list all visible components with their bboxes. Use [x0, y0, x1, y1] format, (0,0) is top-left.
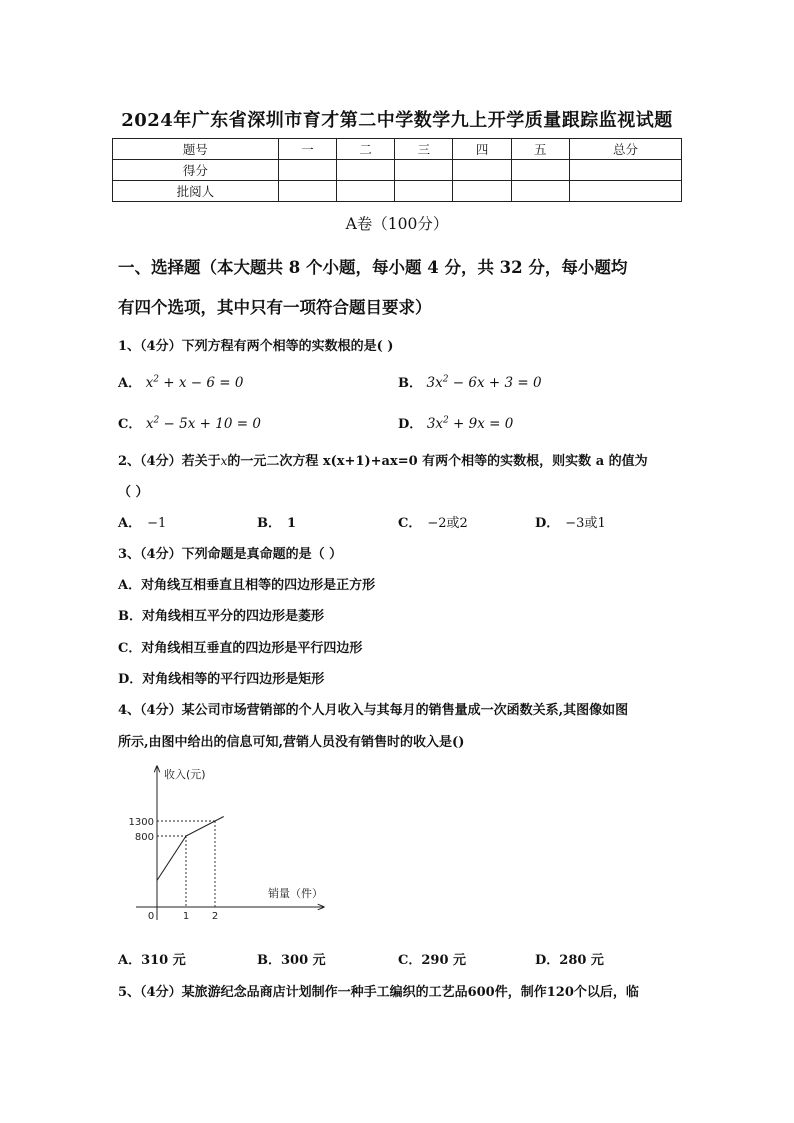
income-chart	[120, 760, 340, 925]
q4-option-c: C．290 元	[398, 953, 467, 968]
table-row-label: 批阅人	[113, 181, 279, 202]
q1-option-d	[398, 413, 513, 432]
table-cell	[569, 160, 681, 181]
table-header-cell: 四	[453, 139, 511, 160]
table-header-cell: 二	[337, 139, 395, 160]
q2-stem	[118, 450, 648, 469]
score-table	[112, 138, 682, 202]
table-header-cell: 五	[511, 139, 569, 160]
table-cell	[278, 160, 336, 181]
option-label: B．	[257, 516, 281, 531]
table-cell	[278, 181, 336, 202]
x-tick-label: 0	[147, 911, 155, 922]
q5-stem: 5、（4分）某旅游纪念品商店计划制作一种手工编织的工艺品600件，制作120个以后，临	[118, 985, 639, 1000]
equation-text: − 5x + 10 = 0	[159, 416, 261, 432]
option-label: A．	[118, 376, 142, 391]
q2-blank: （ ）	[118, 485, 149, 500]
table-cell	[453, 160, 511, 181]
x-tick-label: 1	[182, 911, 190, 922]
y-tick-label: 1300	[128, 817, 154, 828]
q1-option-c	[118, 413, 261, 432]
variable: x	[220, 454, 228, 468]
q3-option-b: B．对角线相互平分的四边形是菱形	[118, 609, 324, 624]
q4-stem-line2: 所示,由图中给出的信息可知,营销人员没有销售时的收入是()	[118, 735, 465, 750]
section-heading-line1: 一、选择题（本大题共 8 个小题，每小题 4 分，共 32 分，每小题均	[118, 258, 628, 277]
equation-text: + 9x = 0	[448, 416, 514, 432]
page-title: 2024年广东省深圳市育才第二中学数学九上开学质量跟踪监视试题	[121, 110, 673, 131]
table-row-label: 得分	[113, 160, 279, 181]
equation-text: 3x	[426, 375, 443, 391]
table-row	[113, 181, 682, 202]
equation	[427, 375, 542, 391]
table-header-cell: 总分	[569, 139, 681, 160]
option-value: −2或2	[427, 516, 468, 531]
table-cell	[453, 181, 511, 202]
q4-option-b: B．300 元	[257, 953, 326, 968]
q2-option-c	[398, 512, 468, 531]
x-axis-label: 销量（件）	[268, 887, 323, 900]
q4-option-d: D．280 元	[535, 953, 604, 968]
exponent: 2	[443, 415, 449, 426]
q2-stem-part: 2、（4分）若关于	[118, 454, 221, 469]
q1-option-a	[118, 372, 243, 391]
table-row	[113, 139, 682, 160]
table-header-cell: 一	[278, 139, 336, 160]
x-tick-label: 2	[211, 911, 219, 922]
table-cell	[395, 181, 453, 202]
option-label: D．	[398, 417, 423, 432]
option-value: 1	[287, 516, 297, 531]
table-header-cell: 三	[395, 139, 453, 160]
exponent: 2	[153, 415, 160, 426]
equation	[146, 416, 261, 432]
q3-option-a: A．对角线互相垂直且相等的四边形是正方形	[118, 578, 376, 593]
q3-option-c: C．对角线相互垂直的四边形是平行四边形	[118, 641, 363, 656]
exponent: 2	[442, 374, 449, 385]
table-cell	[511, 160, 569, 181]
equation-text: + x − 6 = 0	[158, 375, 244, 391]
table-cell	[337, 181, 395, 202]
table-row	[113, 160, 682, 181]
section-heading-line2: 有四个选项，其中只有一项符合题目要求）	[118, 298, 432, 317]
q4-stem-line1: 4、（4分）某公司市场营销部的个人月收入与其每月的销售量成一次函数关系,其图像如图	[118, 703, 629, 718]
table-cell	[569, 181, 681, 202]
q2-stem-part: 的一元二次方程 x(x+1)+ax=0 有两个相等的实数根，则实数 a 的值为	[227, 454, 648, 469]
equation-text: − 6x + 3 = 0	[448, 375, 542, 391]
equation-text: x	[145, 416, 154, 432]
option-label: B．	[398, 376, 422, 391]
table-cell	[511, 181, 569, 202]
q2-option-a	[118, 512, 166, 531]
q1-option-b	[398, 372, 542, 391]
option-label: C．	[118, 417, 142, 432]
table-header-cell: 题号	[113, 139, 279, 160]
q2-option-d	[535, 512, 606, 531]
option-label: C．	[398, 516, 422, 531]
y-axis-label: 收入(元)	[164, 768, 206, 781]
q3-option-d: D．对角线相等的平行四边形是矩形	[118, 672, 325, 687]
option-label: D．	[535, 516, 560, 531]
y-tick-label: 800	[134, 832, 154, 843]
section-a-title: A卷（100分）	[345, 215, 449, 233]
option-label: A．	[118, 516, 142, 531]
equation	[427, 416, 514, 432]
equation-text: 3x	[426, 416, 444, 432]
q1-stem: 1、（4分）下列方程有两个相等的实数根的是( )	[118, 339, 394, 354]
q2-option-b	[257, 512, 296, 531]
equation-text: x	[145, 375, 154, 391]
table-cell	[337, 160, 395, 181]
q3-stem: 3、（4分）下列命题是真命题的是（ ）	[118, 547, 343, 562]
option-value: −1	[147, 516, 167, 531]
q4-option-a: A．310 元	[118, 953, 186, 968]
exponent: 2	[153, 374, 159, 385]
option-value: −3或1	[565, 516, 606, 531]
table-cell	[395, 160, 453, 181]
equation	[146, 375, 244, 391]
series-line	[157, 817, 224, 881]
